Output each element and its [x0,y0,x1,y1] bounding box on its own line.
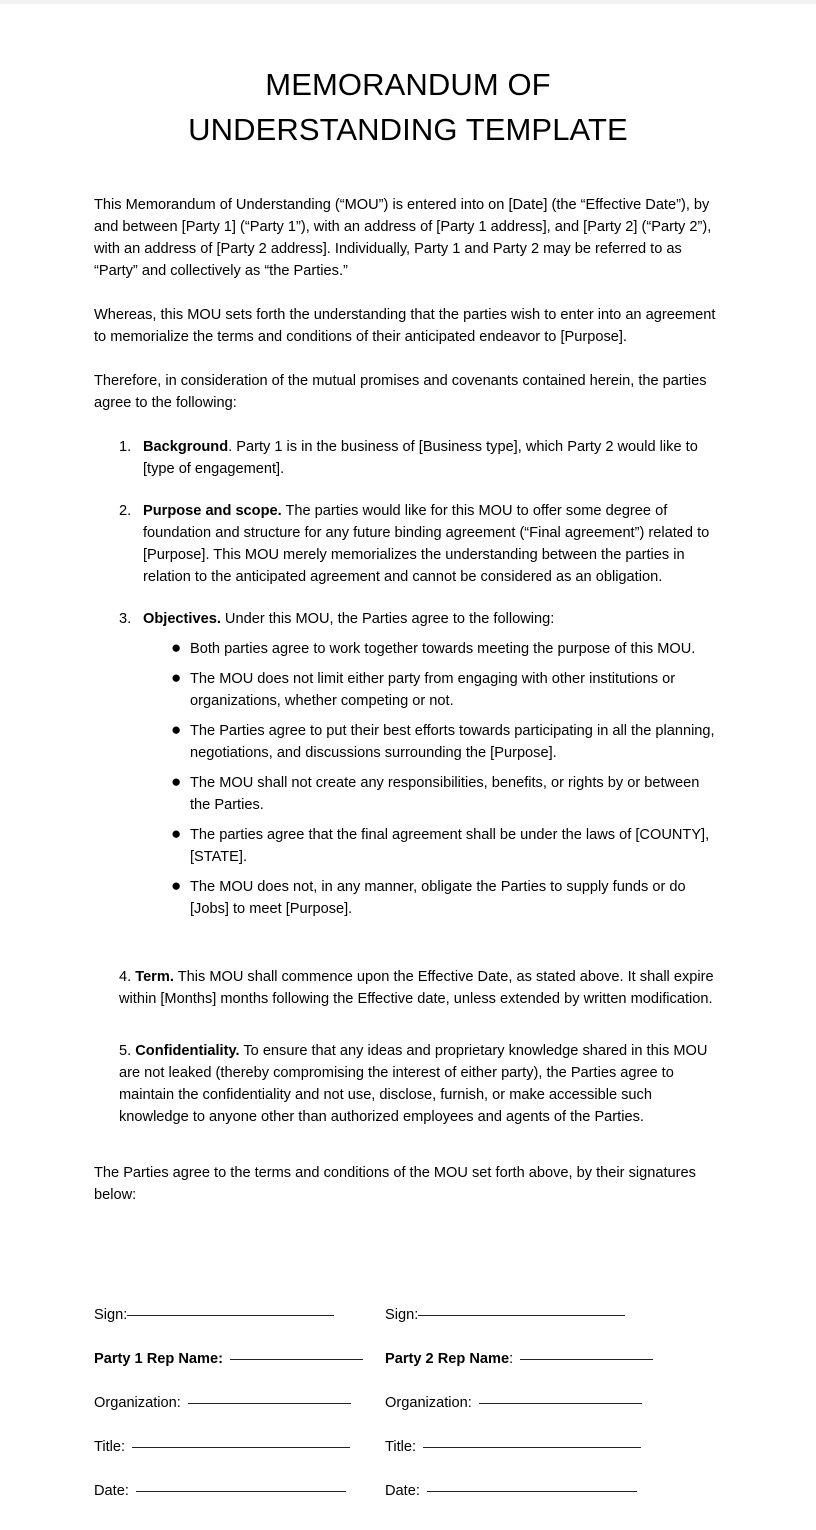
list-item-text: The MOU does not, in any manner, obligate the Parties to supply funds or do [Jobs] to meet [Purpose]. [190,879,686,917]
date-row-party-1 [94,1480,385,1502]
bullet-icon: ● [171,876,182,895]
list-item-text: The parties agree that the final agreement shall be under the laws of [COUNTY], [STATE]. [190,827,710,865]
title-input-line[interactable] [423,1447,641,1448]
clause-heading: Term. [135,969,174,985]
title-row-party-2 [385,1436,676,1458]
title-label: Title: [385,1439,417,1455]
organization-input-line[interactable] [479,1403,642,1404]
organization-label: Organization: [94,1395,181,1411]
clause-number: 5. [119,1043,136,1059]
list-item [143,720,722,764]
sign-label: Sign: [385,1307,419,1323]
list-item [143,876,722,920]
bullet-icon: ● [171,638,182,657]
signature-block [94,1304,722,1502]
title-line-1: MEMORANDUM OF [265,67,551,102]
bullet-icon: ● [171,720,182,739]
rep-name-input-line[interactable] [230,1359,363,1360]
clause-heading-suffix: . [228,439,233,455]
rep-name-row-party-1 [94,1348,385,1370]
date-row-party-2 [385,1480,676,1502]
clause-number: 1. [119,439,132,455]
sign-label: Sign: [94,1307,128,1323]
closing-paragraph: The Parties agree to the terms and conditions of the MOU set forth above, by their signatures below: [94,1165,696,1203]
page-title [94,0,722,152]
date-label: Date: [94,1483,129,1499]
date-input-line[interactable] [136,1491,346,1492]
whereas-paragraph: Whereas, this MOU sets forth the understanding that the parties wish to enter into an agreement to memorialize the terms and conditions of their anticipated endeavor to [Purpose]. [94,307,716,345]
bullet-icon: ● [171,772,182,791]
clause-item-confidentiality [94,1040,722,1128]
clause-number: 4. [119,969,136,985]
organization-label: Organization: [385,1395,472,1411]
clause-body: The parties would like for this MOU to offer some degree of foundation and structure for any future binding agreement (“Final agreement”) related to [Purpose]. This MOU merely memorializes the understanding between the parties in relation to the anticipated agreement and cannot be considered as an obligation. [143,503,710,585]
organization-input-line[interactable] [188,1403,351,1404]
title-label: Title: [94,1439,126,1455]
rep-name-colon: : [509,1351,514,1367]
organization-row-party-2 [385,1392,676,1414]
objectives-bullet-list [143,638,722,920]
title-input-line[interactable] [132,1447,350,1448]
rep-name-input-line[interactable] [520,1359,653,1360]
clause-body: Party 1 is in the business of [Business type], which Party 2 would like to [type of engagement]. [143,439,698,477]
bullet-icon: ● [171,668,182,687]
signature-column-party-1 [94,1304,385,1502]
title-row-party-1 [94,1436,385,1458]
clause-number: 3. [119,611,132,627]
list-item-text: The MOU shall not create any responsibilities, benefits, or rights by or between the Parties. [190,775,700,813]
list-item-text: The MOU does not limit either party from engaging with other institutions or organizations, whether competing or not. [190,671,676,709]
date-label: Date: [385,1483,420,1499]
list-item-text: The Parties agree to put their best efforts towards participating in all the planning, negotiations, and discussions surrounding the [Purpose]. [190,723,715,761]
list-item-text: Both parties agree to work together towards meeting the purpose of this MOU. [190,641,696,657]
clause-item-purpose-and-scope [94,500,722,588]
clause-heading: Background [143,439,229,455]
clause-item-background [94,436,722,480]
therefore-paragraph: Therefore, in consideration of the mutual promises and covenants contained herein, the parties agree to the following: [94,373,707,411]
signature-column-party-2 [385,1304,676,1502]
list-item [143,824,722,868]
sign-row-party-2 [385,1304,676,1326]
list-item [143,772,722,816]
bullet-icon: ● [171,824,182,843]
clause-heading: Purpose and scope. [143,503,282,519]
date-input-line[interactable] [427,1491,637,1492]
list-item [143,668,722,712]
sign-row-party-1 [94,1304,385,1326]
sign-input-line[interactable] [418,1315,625,1316]
numbered-clause-list [94,436,722,920]
list-item [143,638,722,660]
clause-item-term [94,966,722,1010]
clause-body: This MOU shall commence upon the Effective Date, as stated above. It shall expire within [Months] months following the Effective date, unless extended by written modification. [119,969,714,1007]
intro-paragraph: This Memorandum of Understanding (“MOU”) is entered into on [Date] (the “Effective Date”), by and between [Party 1] (“Party 1”), with an address of [Party 1 address], and [Party 2] (“Party 2”), with an address of [Party 2 address]. Individually, Party 1 and Party 2 may be referred to as “Party” and collectively as “the Parties.” [94,197,712,279]
sign-input-line[interactable] [127,1315,334,1316]
clause-number: 2. [119,503,132,519]
clause-body: Under this MOU, the Parties agree to the following: [220,611,555,627]
rep-name-row-party-2 [385,1348,676,1370]
rep-name-label: Party 1 Rep Name: [94,1351,223,1367]
organization-row-party-1 [94,1392,385,1414]
title-line-2: UNDERSTANDING TEMPLATE [188,112,628,147]
rep-name-label: Party 2 Rep Name [385,1351,510,1367]
clause-item-objectives [94,608,722,920]
clause-heading: Objectives. [143,611,221,627]
top-edge-strip [0,0,816,4]
clause-heading: Confidentiality. [135,1043,240,1059]
clause-body: To ensure that any ideas and proprietary knowledge shared in this MOU are not leaked (thereby compromising the interest of either party), the Parties agree to maintain the confidentiality and not use, disclose, furnish, or make accessible such knowledge to anyone other than authorized employees and agents of the Parties. [119,1043,708,1125]
